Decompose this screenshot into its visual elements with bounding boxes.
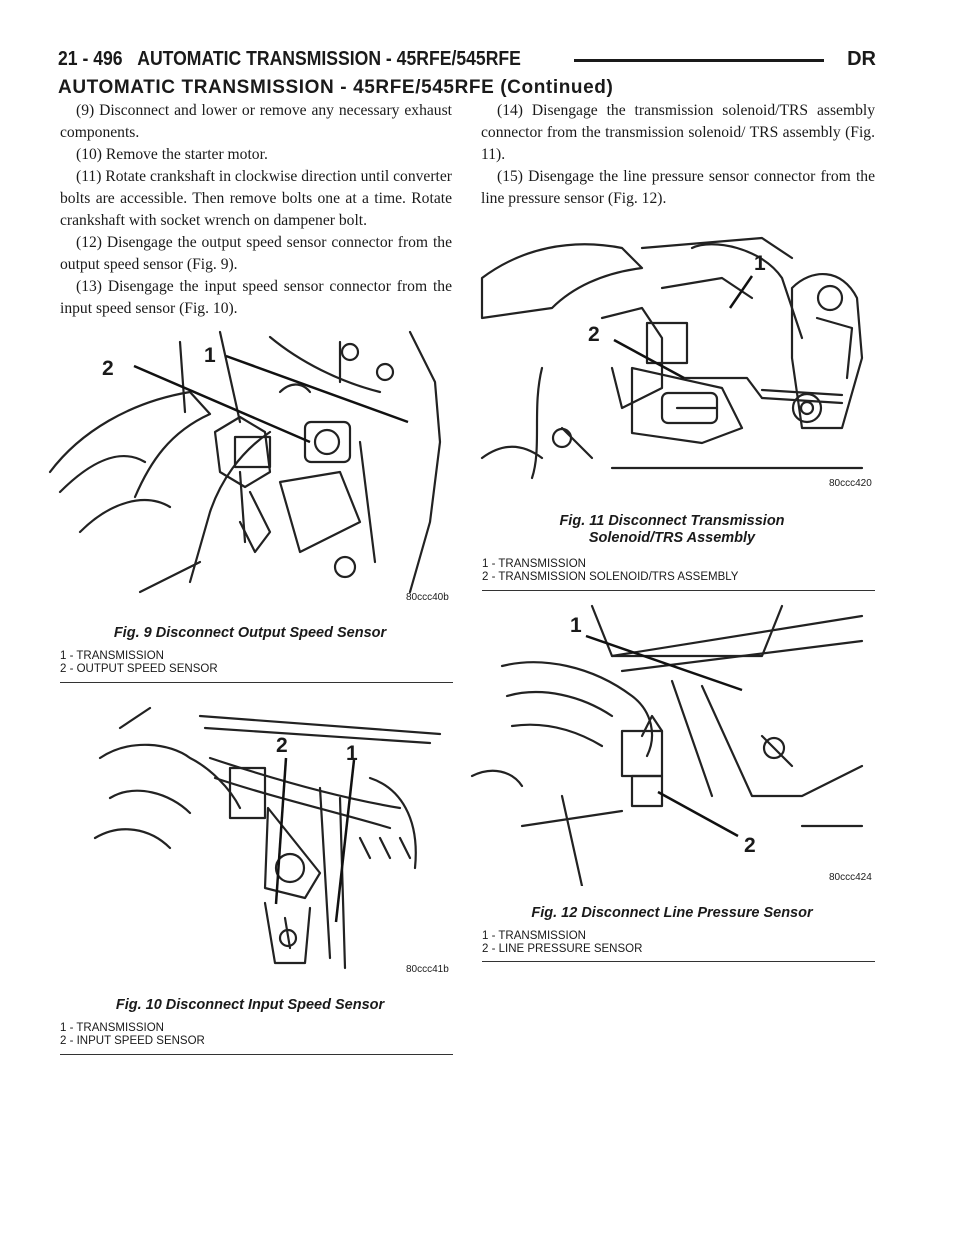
step-14: (14) Disengage the transmission solenoid/TRS assembly connector from the transmission solenoid/ TRS assembly (Fig. 11). [481,102,875,163]
figure-10-legend [60,1022,205,1047]
figure-10-code: 80ccc41b [406,964,449,975]
step-12: (12) Disengage the output speed sensor connector from the output speed sensor (Fig. 9). [60,234,452,273]
figure-11-legend-item-1: 1 - TRANSMISSION [482,558,586,570]
figure-11-caption: Fig. 11 Disconnect Transmission Solenoid/TRS Assembly [559,513,785,546]
figure-11-legend-item-2: 2 - TRANSMISSION SOLENOID/TRS ASSEMBLY [482,570,739,583]
header-model-code: DR [847,48,876,70]
figure-9-legend [60,650,218,675]
figure-12-rule [482,961,875,962]
figure-12-legend-item-2: 2 - LINE PRESSURE SENSOR [482,942,643,955]
figure-9-callout-2: 2 [102,357,114,380]
figure-9 [40,322,460,687]
figure-11-code: 80ccc420 [829,478,872,489]
figure-11 [462,228,882,593]
figure-9-callout-1: 1 [204,344,216,367]
figure-12-caption: Fig. 12 Disconnect Line Pressure Sensor [531,905,813,921]
figure-10-caption: Fig. 10 Disconnect Input Speed Sensor [115,997,385,1013]
figure-12-legend-item-1: 1 - TRANSMISSION [482,930,586,942]
figure-12-legend [482,930,642,955]
figure-10-legend-item-2: 2 - INPUT SPEED SENSOR [60,1034,205,1047]
right-column-text [481,100,875,210]
figure-10-callout-1: 1 [346,742,358,765]
step-13: (13) Disengage the input speed sensor connector from the input speed sensor (Fig. 10). [60,278,452,317]
header-rule [574,59,824,62]
figure-12 [462,596,882,966]
figure-12-illustration [462,596,882,886]
figure-10-illustration [40,698,460,978]
figure-9-code: 80ccc40b [406,592,449,603]
figure-9-legend-item-2: 2 - OUTPUT SPEED SENSOR [60,662,218,675]
figure-9-rule [60,682,453,683]
figure-11-rule [482,590,875,591]
figure-9-caption: Fig. 9 Disconnect Output Speed Sensor [113,625,387,641]
figure-12-callout-1: 1 [570,614,582,637]
step-15: (15) Disengage the line pressure sensor connector from the line pressure sensor (Fig. 12). [481,168,875,207]
figure-10-legend-item-1: 1 - TRANSMISSION [60,1022,164,1034]
step-11: (11) Rotate crankshaft in clockwise direction until converter bolts are accessible. Then remove bolts one at a time. Rotate crankshaft with socket wrench on dampener bolt. [60,168,452,229]
figure-10-callout-2: 2 [276,734,288,757]
figure-11-legend [482,558,738,583]
figure-10 [40,698,460,1060]
figure-12-callout-2: 2 [744,834,756,857]
figure-12-code: 80ccc424 [829,872,872,883]
left-column-text [60,100,452,320]
figure-11-callout-1: 1 [754,252,766,275]
figure-9-legend-item-1: 1 - TRANSMISSION [60,650,164,662]
figure-10-rule [60,1054,453,1055]
header-title: 21 - 496 AUTOMATIC TRANSMISSION - 45RFE/545RFE [58,48,521,70]
figure-11-illustration [462,228,882,493]
figure-11-callout-2: 2 [588,323,600,346]
page-header [58,44,878,74]
step-10: (10) Remove the starter motor. [76,146,268,163]
step-9: (9) Disconnect and lower or remove any necessary exhaust components. [60,102,452,141]
continued-title: AUTOMATIC TRANSMISSION - 45RFE/545RFE (Continued) [58,77,614,98]
